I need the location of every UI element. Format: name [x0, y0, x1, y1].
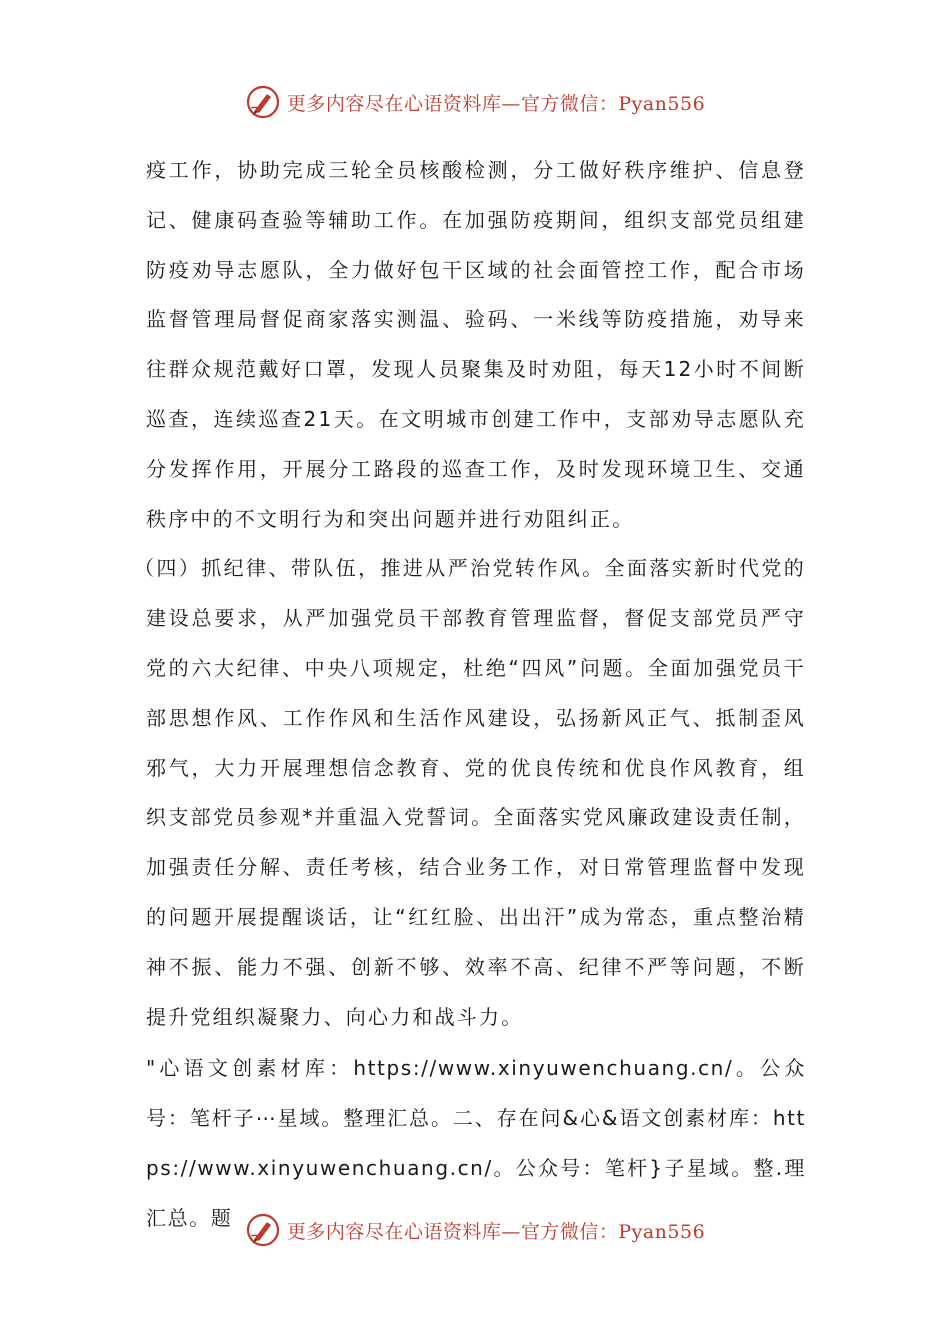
paragraph-source-watermark: "心语文创素材库：https://www.xinyuwenchuang.cn/。公众号：笔杆子⋯星域。整理汇总。二、存在问&心&语文创素材库：https://www.xinyuwenchuang.cn/。公众号：笔杆}子星域。整.理汇总。题	[146, 1056, 806, 1230]
footer-banner-text: 更多内容尽在心语资料库—官方微信：Pyan556	[286, 1220, 706, 1243]
paragraph-discipline: （四）抓纪律、带队伍，推进从严治党转作风。全面落实新时代党的建设总要求，从严加强党员干部教育管理监督，督促支部党员严守党的六大纪律、中央八项规定，杜绝“四风”问题。全面加强党员干部思想作风、工作作风和生活作风建设，弘扬新风正气、抵制歪风邪气，大力开展理想信念教育、党的优良传统和优良作风教育，组织支部党员参观*并重温入党誓词。全面落实党风廉政建设责任制，加强责任分解、责任考核，结合业务工作，对日常管理监督中发现的问题开展提醒谈话，让“红红脸、出出汗”成为常态，重点整治精神不振、能力不强、创新不够、效率不高、纪律不严等问题，不断提升党组织凝聚力、向心力和战斗力。	[134, 556, 806, 1029]
header-banner	[0, 80, 950, 124]
header-banner-text: 更多内容尽在心语资料库—官方微信：Pyan556	[286, 92, 706, 115]
pen-nib-logo-icon	[245, 84, 281, 120]
footer-banner	[0, 1208, 950, 1252]
pen-nib-logo-icon	[245, 1212, 281, 1248]
document-body	[134, 146, 806, 1244]
paragraph-epidemic-work: 疫工作，协助完成三轮全员核酸检测，分工做好秩序维护、信息登记、健康码查验等辅助工作。在加强防疫期间，组织支部党员组建防疫劝导志愿队，全力做好包干区域的社会面管控工作，配合市场监督管理局督促商家落实测温、验码、一米线等防疫措施，劝导来往群众规范戴好口罩，发现人员聚集及时劝阻，每天12小时不间断巡查，连续巡查21天。在文明城市创建工作中，支部劝导志愿队充分发挥作用，开展分工路段的巡查工作，及时发现环境卫生、交通秩序中的不文明行为和突出问题并进行劝阻纠正。	[146, 158, 806, 531]
